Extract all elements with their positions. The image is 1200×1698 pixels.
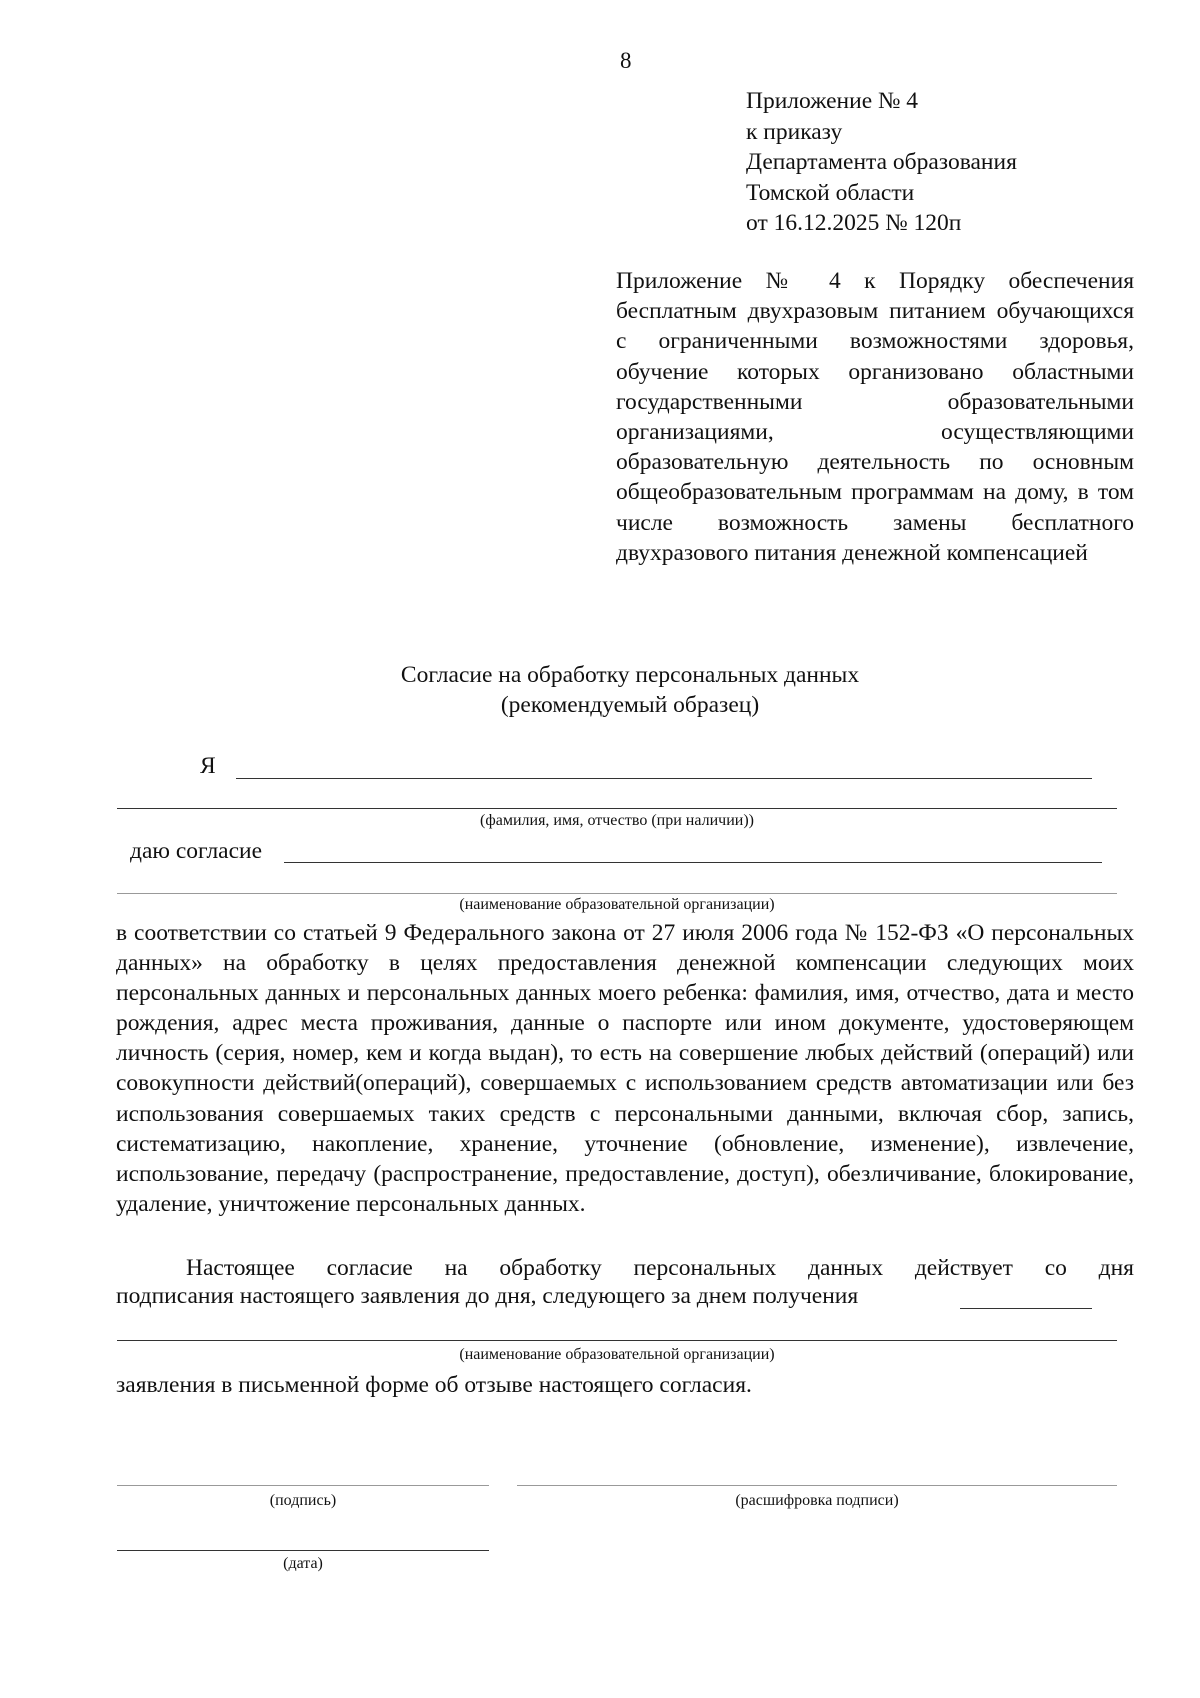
approval-line: к приказу <box>746 118 843 145</box>
approval-line: Департамента образования <box>746 149 1017 175</box>
signature-decoding-line[interactable] <box>517 1485 1117 1486</box>
receipt-organization-line[interactable] <box>117 1340 1117 1341</box>
page-number: 8 <box>620 48 632 73</box>
fio-field-line[interactable] <box>236 778 1092 779</box>
date-line[interactable] <box>117 1550 489 1551</box>
receipt-organization-caption: (наименование образовательной организации) <box>459 1346 775 1363</box>
approval-line: от 16.12.2025 № 120п <box>746 210 962 236</box>
appendix-reference: Приложение № 4 к Порядку обеспечения бесплатным двухразовым питанием обучающихся с ограниченными возможностями здоровья, обучение которых организовано областными государственными образовательными организациями, осуществляющими образовательную деятельность по основным общеобразовательным программам на дому, в том числе возможность замены бесплатного двухразового питания денежной компенсацией <box>616 268 1134 566</box>
consent-label: даю согласие <box>130 838 263 864</box>
closing-line: заявления в письменной форме об отзыве настоящего согласия. <box>116 1372 752 1398</box>
approval-line: Приложение № 4 <box>746 88 919 114</box>
date-caption: (дата) <box>283 1555 323 1572</box>
validity-paragraph-line2: подписания настоящего заявления до дня, следующего за днем получения <box>116 1283 859 1309</box>
signature-caption: (подпись) <box>269 1492 337 1509</box>
fio-caption: (фамилия, имя, отчество (при наличии)) <box>480 812 754 829</box>
organization-caption: (наименование образовательной организации) <box>459 896 775 913</box>
organization-field-line-2[interactable] <box>117 893 1117 894</box>
title-subtitle: (рекомендуемый образец) <box>500 692 760 718</box>
i-label: Я <box>200 753 216 779</box>
signature-decoding-caption: (расшифровка подписи) <box>735 1492 899 1509</box>
document-title <box>0 660 1200 720</box>
approval-block <box>746 86 1017 239</box>
validity-paragraph-line1: Настоящее согласие на обработку персональных данных действует со дня <box>186 1255 1134 1281</box>
approval-line: Томской области <box>746 179 915 206</box>
title-main: Согласие на обработку персональных данных <box>400 662 860 688</box>
organization-field-line[interactable] <box>284 862 1102 863</box>
receipt-field-line[interactable] <box>960 1308 1092 1309</box>
consent-body-paragraph: в соответствии со статьей 9 Федерального закона от 27 июля 2006 года № 152-ФЗ «О персональных данных» на обработку в целях предоставления денежной компенсации следующих моих персональных данных и персональных данных моего ребенка: фамилия, имя, отчество, дата и место рождения, адрес места проживания, данные о паспорте или ином документе, удостоверяющем личность (серия, номер, кем и когда выдан), то есть на совершение любых действий (операций) или совокупности действий(операций), совершаемых с использованием средств автоматизации или без использования совершаемых таких средств с персональными данными, включая сбор, запись, систематизацию, накопление, хранение, уточнение (обновление, изменение), извлечение, использование, передачу (распространение, предоставление, доступ), обезличивание, блокирование, удаление, уничтожение персональных данных. <box>116 920 1134 1217</box>
fio-field-line-2[interactable] <box>117 808 1117 809</box>
signature-line[interactable] <box>117 1485 489 1486</box>
